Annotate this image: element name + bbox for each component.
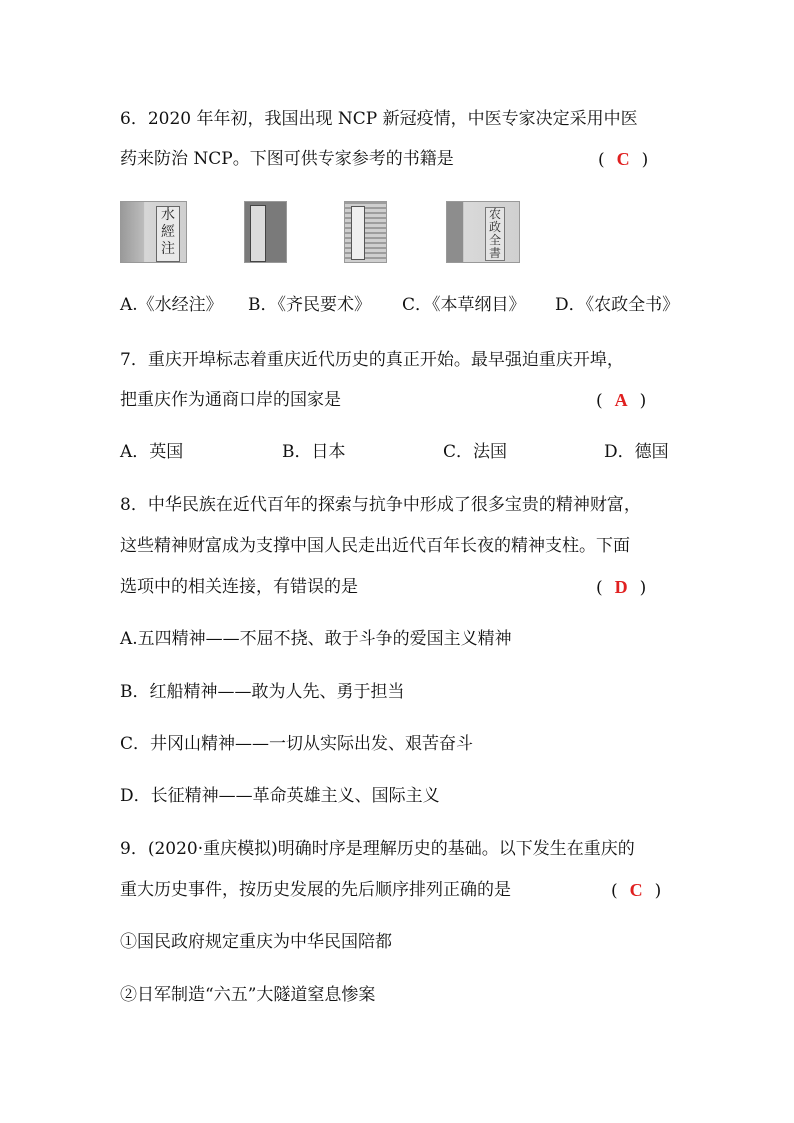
- q8-text-line2: 这些精神财富成为支撑中国人民走出近代百年长夜的精神支柱。下面: [120, 536, 630, 556]
- q6-answer-bracket: ( C ): [598, 149, 649, 170]
- q6-option-c: C．《本草纲目》: [402, 295, 526, 315]
- q7-text-line2: 把重庆作为通商口岸的国家是: [120, 390, 341, 410]
- book-label-strip: [351, 206, 365, 260]
- q9-item-1: ①国民政府规定重庆为中华民国陪都: [120, 932, 392, 952]
- q6-answer: C: [616, 149, 630, 169]
- q8-text-line1: 8．中华民族在近代百年的探索与抗争中形成了很多宝贵的精神财富，: [120, 495, 641, 515]
- q6-text-line1: 6．2020 年年初，我国出现 NCP 新冠疫情，中医专家决定采用中医: [120, 109, 638, 129]
- q9-answer: C: [629, 880, 643, 900]
- q7-text-line1: 7．重庆开埠标志着重庆近代历史的真正开始。最早强迫重庆开埠，: [120, 350, 624, 370]
- q8-option-d: D．长征精神——革命英雄主义、国际主义: [120, 786, 440, 806]
- q6-option-d: D．《农政全书》: [555, 295, 680, 315]
- book-image-shuijingzhu: [120, 201, 187, 263]
- q6-option-a: A.《水经注》: [120, 295, 223, 315]
- q8-option-a: A.五四精神——不屈不挠、敢于斗争的爱国主义精神: [120, 629, 512, 649]
- q7-option-a: A．英国: [120, 442, 184, 462]
- q7-answer-bracket: ( A ): [596, 390, 647, 411]
- q9-answer-bracket: ( C ): [611, 880, 662, 901]
- q7-option-b: B．日本: [282, 442, 346, 462]
- q7-option-d: D．德国: [604, 442, 669, 462]
- q9-text-line1: 9．(2020·重庆模拟)明确时序是理解历史的基础。以下发生在重庆的: [120, 839, 635, 859]
- q8-answer-bracket: ( D ): [596, 577, 647, 598]
- book-image-bencaogangmu: [344, 201, 387, 263]
- q6-text-line2: 药来防治 NCP。下图可供专家参考的书籍是: [120, 149, 454, 169]
- book-title-label: 农政全書: [485, 207, 505, 261]
- q7-answer: A: [614, 390, 628, 410]
- q7-option-c: C．法国: [443, 442, 508, 462]
- book-label-strip: [250, 205, 266, 262]
- book-image-qiminyaoshu: [244, 201, 287, 263]
- q9-item-2: ②日军制造“六五”大隧道窒息惨案: [120, 985, 376, 1005]
- q6-option-b: B．《齐民要术》: [248, 295, 371, 315]
- q8-answer: D: [614, 577, 628, 597]
- book-title-label: 水經注: [156, 206, 180, 262]
- q8-option-c: C．井冈山精神——一切从实际出发、艰苦奋斗: [120, 734, 474, 754]
- q8-option-b: B．红船精神——敢为人先、勇于担当: [120, 682, 405, 702]
- book-image-nongzhengquanshu: [446, 201, 520, 263]
- q8-text-line3: 选项中的相关连接，有错误的是: [120, 577, 358, 597]
- q9-text-line2: 重大历史事件，按历史发展的先后顺序排列正确的是: [120, 880, 511, 900]
